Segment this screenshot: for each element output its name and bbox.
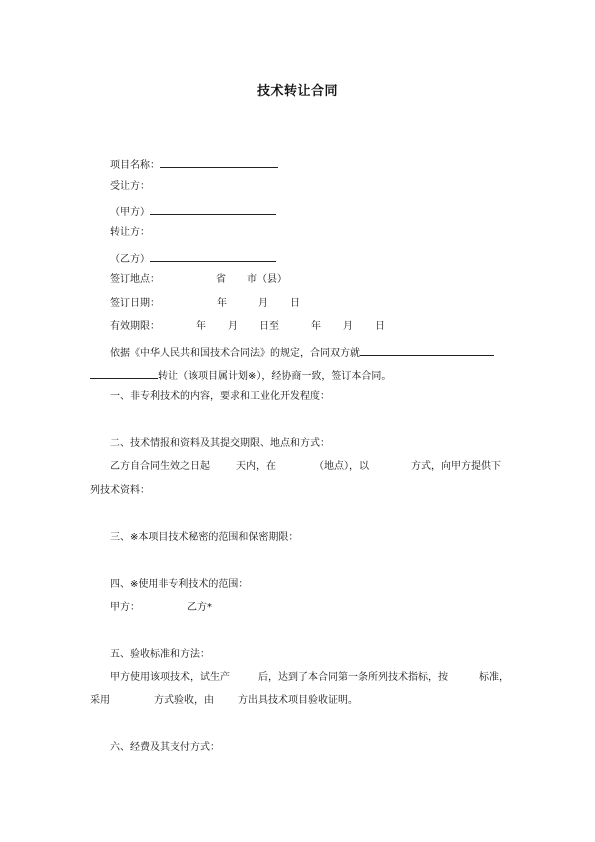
section-3-heading: 三、※本项目技术秘密的范围和保密期限：: [110, 532, 299, 543]
assignor-label: 转让方：: [110, 227, 150, 238]
sign-year-label: 年: [217, 298, 227, 309]
section-1-heading: 一、非专利技术的内容，要求和工业化开发程度：: [110, 391, 330, 402]
section-2-body-2: 列技术资料：: [90, 485, 150, 496]
section-2-heading: 二、技术情报和资料及其提交期限、地点和方式：: [110, 438, 330, 449]
party-a-blank[interactable]: [150, 203, 276, 215]
section-5-body-2a: 采用: [90, 695, 110, 706]
party-a-label: （甲方）: [110, 207, 150, 218]
intro-project-blank[interactable]: [360, 344, 494, 356]
sign-month-label: 月: [258, 298, 268, 309]
section-5-body-c: 标准，: [479, 672, 509, 683]
party-b-blank[interactable]: [150, 250, 276, 262]
validity-end-year: 年: [311, 321, 321, 332]
section-6-heading: 六、经费及其支付方式：: [110, 742, 220, 753]
intro-line-2: [90, 367, 391, 384]
intro-line-1: [110, 344, 494, 361]
section-5-body-a: 甲方使用该项技术，试生产: [110, 672, 230, 683]
party-a-row: [110, 203, 276, 220]
validity-end-day: 日: [375, 321, 385, 332]
validity-start-year: 年: [196, 321, 206, 332]
province-label: 省: [216, 274, 226, 285]
project-name-label: 项目名称：: [110, 160, 160, 171]
party-b-row: [110, 250, 276, 267]
section-5-body-2b: 方式验收，由: [154, 695, 214, 706]
section-2-body-b: 天内，在: [236, 461, 276, 472]
section-5-heading: 五、验收标准和方法：: [110, 649, 210, 660]
sign-day-label: 日: [290, 298, 300, 309]
section-2-body-a: 乙方自合同生效之日起: [110, 461, 210, 472]
sign-date-label: 签订日期：: [110, 298, 160, 309]
validity-label: 有效期限：: [110, 321, 160, 332]
section-2-body-c: （地点），以: [314, 461, 369, 472]
section-4-party-b: 乙方*: [187, 602, 212, 613]
project-name-blank[interactable]: [160, 156, 278, 168]
section-4-party-a: 甲方：: [110, 602, 140, 613]
validity-start-month: 月: [228, 321, 238, 332]
section-2-body-d: 方式，向甲方提供下: [411, 461, 501, 472]
city-label: 市（县）: [247, 274, 287, 285]
party-b-label: （乙方）: [110, 254, 150, 265]
section-5-body-2c: 方出具技术项目验收证明。: [238, 695, 358, 706]
intro-text-2: 转让（该项目属计划※），经协商一致，签订本合同。: [158, 371, 392, 382]
assignee-label: 受让方：: [110, 181, 150, 192]
intro-text-1: 依据《中华人民共和国技术合同法》的规定，合同双方就: [110, 348, 360, 359]
intro-project-blank-2[interactable]: [90, 367, 158, 379]
section-5-body-b: 后，达到了本合同第一条所列技术指标，按: [258, 672, 448, 683]
document-title: 技术转让合同: [256, 84, 338, 99]
validity-start-day-to: 日至: [259, 321, 279, 332]
project-name-row: [110, 156, 278, 173]
validity-end-month: 月: [343, 321, 353, 332]
sign-place-label: 签订地点：: [110, 274, 160, 285]
section-4-heading: 四、※使用非专利技术的范围：: [110, 579, 249, 590]
